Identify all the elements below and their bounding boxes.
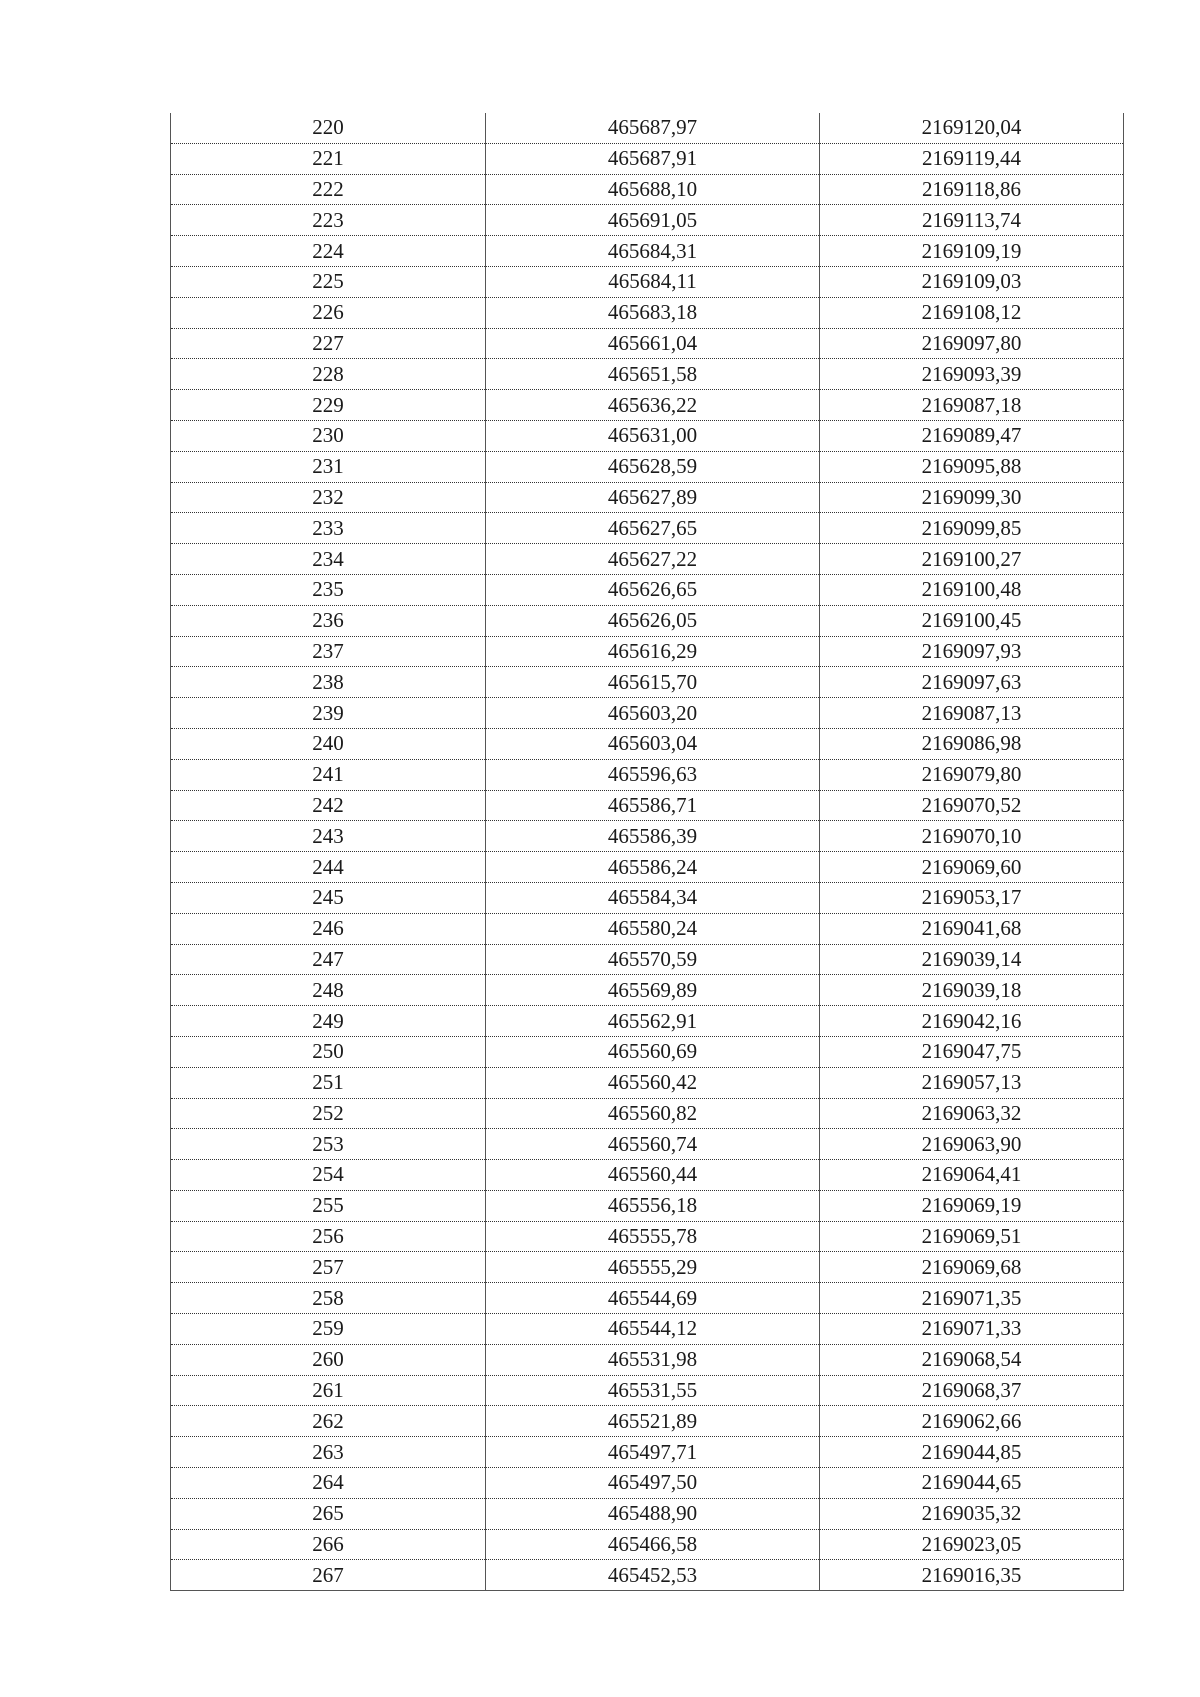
x-coordinate-cell: 465627,89 — [486, 482, 820, 513]
point-number-cell: 247 — [171, 944, 486, 975]
x-coordinate-cell: 465497,50 — [486, 1468, 820, 1499]
y-coordinate-cell: 2169097,80 — [820, 328, 1124, 359]
x-coordinate-cell: 465580,24 — [486, 913, 820, 944]
point-number-cell: 250 — [171, 1036, 486, 1067]
y-coordinate-cell: 2169063,32 — [820, 1098, 1124, 1129]
table-row — [171, 1375, 1124, 1406]
x-coordinate-cell: 465626,65 — [486, 574, 820, 605]
table-row — [171, 1067, 1124, 1098]
y-coordinate-cell: 2169089,47 — [820, 420, 1124, 451]
x-coordinate-cell: 465560,74 — [486, 1129, 820, 1160]
y-coordinate-cell: 2169042,16 — [820, 1006, 1124, 1037]
x-coordinate-cell: 465560,44 — [486, 1160, 820, 1191]
y-coordinate-cell: 2169044,85 — [820, 1437, 1124, 1468]
table-row — [171, 1221, 1124, 1252]
point-number-cell: 259 — [171, 1314, 486, 1345]
point-number-cell: 229 — [171, 390, 486, 421]
point-number-cell: 252 — [171, 1098, 486, 1129]
point-number-cell: 264 — [171, 1468, 486, 1499]
table-row — [171, 698, 1124, 729]
x-coordinate-cell: 465688,10 — [486, 174, 820, 205]
table-row — [171, 1468, 1124, 1499]
table-row — [171, 1129, 1124, 1160]
x-coordinate-cell: 465586,39 — [486, 821, 820, 852]
y-coordinate-cell: 2169109,19 — [820, 236, 1124, 267]
point-number-cell: 234 — [171, 544, 486, 575]
table-row — [171, 790, 1124, 821]
y-coordinate-cell: 2169086,98 — [820, 728, 1124, 759]
table-row — [171, 1560, 1124, 1591]
point-number-cell: 228 — [171, 359, 486, 390]
x-coordinate-cell: 465616,29 — [486, 636, 820, 667]
x-coordinate-cell: 465626,05 — [486, 605, 820, 636]
point-number-cell: 221 — [171, 143, 486, 174]
table-row — [171, 1006, 1124, 1037]
point-number-cell: 243 — [171, 821, 486, 852]
point-number-cell: 266 — [171, 1529, 486, 1560]
point-number-cell: 225 — [171, 266, 486, 297]
table-row — [171, 852, 1124, 883]
x-coordinate-cell: 465687,97 — [486, 113, 820, 143]
x-coordinate-cell: 465684,11 — [486, 266, 820, 297]
x-coordinate-cell: 465687,91 — [486, 143, 820, 174]
y-coordinate-cell: 2169087,18 — [820, 390, 1124, 421]
x-coordinate-cell: 465488,90 — [486, 1498, 820, 1529]
point-number-cell: 248 — [171, 975, 486, 1006]
point-number-cell: 267 — [171, 1560, 486, 1591]
table-row — [171, 1036, 1124, 1067]
y-coordinate-cell: 2169039,14 — [820, 944, 1124, 975]
point-number-cell: 237 — [171, 636, 486, 667]
table-row — [171, 1098, 1124, 1129]
point-number-cell: 245 — [171, 882, 486, 913]
y-coordinate-cell: 2169068,37 — [820, 1375, 1124, 1406]
table-row — [171, 236, 1124, 267]
y-coordinate-cell: 2169071,35 — [820, 1283, 1124, 1314]
point-number-cell: 246 — [171, 913, 486, 944]
coordinates-table-body — [171, 113, 1124, 1591]
x-coordinate-cell: 465497,71 — [486, 1437, 820, 1468]
point-number-cell: 262 — [171, 1406, 486, 1437]
x-coordinate-cell: 465636,22 — [486, 390, 820, 421]
point-number-cell: 232 — [171, 482, 486, 513]
x-coordinate-cell: 465586,71 — [486, 790, 820, 821]
table-row — [171, 975, 1124, 1006]
y-coordinate-cell: 2169100,45 — [820, 605, 1124, 636]
y-coordinate-cell: 2169119,44 — [820, 143, 1124, 174]
x-coordinate-cell: 465586,24 — [486, 852, 820, 883]
table-row — [171, 1283, 1124, 1314]
y-coordinate-cell: 2169071,33 — [820, 1314, 1124, 1345]
x-coordinate-cell: 465555,29 — [486, 1252, 820, 1283]
table-row — [171, 451, 1124, 482]
y-coordinate-cell: 2169093,39 — [820, 359, 1124, 390]
x-coordinate-cell: 465544,12 — [486, 1314, 820, 1345]
point-number-cell: 242 — [171, 790, 486, 821]
point-number-cell: 231 — [171, 451, 486, 482]
x-coordinate-cell: 465684,31 — [486, 236, 820, 267]
x-coordinate-cell: 465683,18 — [486, 297, 820, 328]
point-number-cell: 255 — [171, 1190, 486, 1221]
point-number-cell: 230 — [171, 420, 486, 451]
point-number-cell: 226 — [171, 297, 486, 328]
x-coordinate-cell: 465651,58 — [486, 359, 820, 390]
coordinates-table — [170, 113, 1124, 1591]
y-coordinate-cell: 2169039,18 — [820, 975, 1124, 1006]
table-row — [171, 605, 1124, 636]
y-coordinate-cell: 2169068,54 — [820, 1344, 1124, 1375]
point-number-cell: 224 — [171, 236, 486, 267]
x-coordinate-cell: 465466,58 — [486, 1529, 820, 1560]
x-coordinate-cell: 465596,63 — [486, 759, 820, 790]
table-row — [171, 143, 1124, 174]
y-coordinate-cell: 2169057,13 — [820, 1067, 1124, 1098]
table-row — [171, 667, 1124, 698]
x-coordinate-cell: 465569,89 — [486, 975, 820, 1006]
x-coordinate-cell: 465691,05 — [486, 205, 820, 236]
point-number-cell: 249 — [171, 1006, 486, 1037]
point-number-cell: 257 — [171, 1252, 486, 1283]
y-coordinate-cell: 2169023,05 — [820, 1529, 1124, 1560]
y-coordinate-cell: 2169120,04 — [820, 113, 1124, 143]
point-number-cell: 235 — [171, 574, 486, 605]
table-row — [171, 821, 1124, 852]
x-coordinate-cell: 465521,89 — [486, 1406, 820, 1437]
y-coordinate-cell: 2169087,13 — [820, 698, 1124, 729]
table-row — [171, 1529, 1124, 1560]
table-row — [171, 359, 1124, 390]
point-number-cell: 238 — [171, 667, 486, 698]
table-row — [171, 1314, 1124, 1345]
x-coordinate-cell: 465531,55 — [486, 1375, 820, 1406]
table-row — [171, 1498, 1124, 1529]
x-coordinate-cell: 465603,04 — [486, 728, 820, 759]
table-row — [171, 944, 1124, 975]
point-number-cell: 251 — [171, 1067, 486, 1098]
table-row — [171, 482, 1124, 513]
table-row — [171, 574, 1124, 605]
table-row — [171, 1344, 1124, 1375]
x-coordinate-cell: 465631,00 — [486, 420, 820, 451]
x-coordinate-cell: 465615,70 — [486, 667, 820, 698]
y-coordinate-cell: 2169100,27 — [820, 544, 1124, 575]
x-coordinate-cell: 465584,34 — [486, 882, 820, 913]
x-coordinate-cell: 465452,53 — [486, 1560, 820, 1591]
y-coordinate-cell: 2169099,85 — [820, 513, 1124, 544]
table-row — [171, 728, 1124, 759]
table-row — [171, 1406, 1124, 1437]
point-number-cell: 253 — [171, 1129, 486, 1160]
x-coordinate-cell: 465627,22 — [486, 544, 820, 575]
y-coordinate-cell: 2169113,74 — [820, 205, 1124, 236]
x-coordinate-cell: 465556,18 — [486, 1190, 820, 1221]
y-coordinate-cell: 2169062,66 — [820, 1406, 1124, 1437]
x-coordinate-cell: 465628,59 — [486, 451, 820, 482]
table-row — [171, 1160, 1124, 1191]
x-coordinate-cell: 465560,69 — [486, 1036, 820, 1067]
point-number-cell: 222 — [171, 174, 486, 205]
table-row — [171, 297, 1124, 328]
table-row — [171, 113, 1124, 143]
point-number-cell: 256 — [171, 1221, 486, 1252]
table-row — [171, 390, 1124, 421]
y-coordinate-cell: 2169064,41 — [820, 1160, 1124, 1191]
x-coordinate-cell: 465627,65 — [486, 513, 820, 544]
table-row — [171, 882, 1124, 913]
point-number-cell: 220 — [171, 113, 486, 143]
y-coordinate-cell: 2169097,93 — [820, 636, 1124, 667]
y-coordinate-cell: 2169041,68 — [820, 913, 1124, 944]
point-number-cell: 258 — [171, 1283, 486, 1314]
point-number-cell: 254 — [171, 1160, 486, 1191]
table-row — [171, 420, 1124, 451]
x-coordinate-cell: 465560,82 — [486, 1098, 820, 1129]
y-coordinate-cell: 2169070,10 — [820, 821, 1124, 852]
point-number-cell: 263 — [171, 1437, 486, 1468]
table-row — [171, 1252, 1124, 1283]
point-number-cell: 239 — [171, 698, 486, 729]
y-coordinate-cell: 2169069,19 — [820, 1190, 1124, 1221]
y-coordinate-cell: 2169099,30 — [820, 482, 1124, 513]
point-number-cell: 261 — [171, 1375, 486, 1406]
point-number-cell: 233 — [171, 513, 486, 544]
y-coordinate-cell: 2169016,35 — [820, 1560, 1124, 1591]
point-number-cell: 240 — [171, 728, 486, 759]
table-row — [171, 328, 1124, 359]
y-coordinate-cell: 2169069,51 — [820, 1221, 1124, 1252]
y-coordinate-cell: 2169069,68 — [820, 1252, 1124, 1283]
table-row — [171, 266, 1124, 297]
table-row — [171, 205, 1124, 236]
point-number-cell: 260 — [171, 1344, 486, 1375]
y-coordinate-cell: 2169047,75 — [820, 1036, 1124, 1067]
point-number-cell: 227 — [171, 328, 486, 359]
y-coordinate-cell: 2169108,12 — [820, 297, 1124, 328]
y-coordinate-cell: 2169095,88 — [820, 451, 1124, 482]
point-number-cell: 236 — [171, 605, 486, 636]
y-coordinate-cell: 2169097,63 — [820, 667, 1124, 698]
table-row — [171, 913, 1124, 944]
y-coordinate-cell: 2169053,17 — [820, 882, 1124, 913]
table-row — [171, 1437, 1124, 1468]
y-coordinate-cell: 2169100,48 — [820, 574, 1124, 605]
x-coordinate-cell: 465555,78 — [486, 1221, 820, 1252]
x-coordinate-cell: 465570,59 — [486, 944, 820, 975]
y-coordinate-cell: 2169063,90 — [820, 1129, 1124, 1160]
table-row — [171, 759, 1124, 790]
x-coordinate-cell: 465544,69 — [486, 1283, 820, 1314]
x-coordinate-cell: 465560,42 — [486, 1067, 820, 1098]
x-coordinate-cell: 465603,20 — [486, 698, 820, 729]
point-number-cell: 244 — [171, 852, 486, 883]
y-coordinate-cell: 2169118,86 — [820, 174, 1124, 205]
y-coordinate-cell: 2169069,60 — [820, 852, 1124, 883]
point-number-cell: 223 — [171, 205, 486, 236]
y-coordinate-cell: 2169044,65 — [820, 1468, 1124, 1499]
y-coordinate-cell: 2169070,52 — [820, 790, 1124, 821]
table-row — [171, 636, 1124, 667]
y-coordinate-cell: 2169109,03 — [820, 266, 1124, 297]
x-coordinate-cell: 465661,04 — [486, 328, 820, 359]
table-row — [171, 174, 1124, 205]
table-row — [171, 1190, 1124, 1221]
table-row — [171, 513, 1124, 544]
x-coordinate-cell: 465562,91 — [486, 1006, 820, 1037]
point-number-cell: 265 — [171, 1498, 486, 1529]
point-number-cell: 241 — [171, 759, 486, 790]
y-coordinate-cell: 2169035,32 — [820, 1498, 1124, 1529]
y-coordinate-cell: 2169079,80 — [820, 759, 1124, 790]
x-coordinate-cell: 465531,98 — [486, 1344, 820, 1375]
table-row — [171, 544, 1124, 575]
